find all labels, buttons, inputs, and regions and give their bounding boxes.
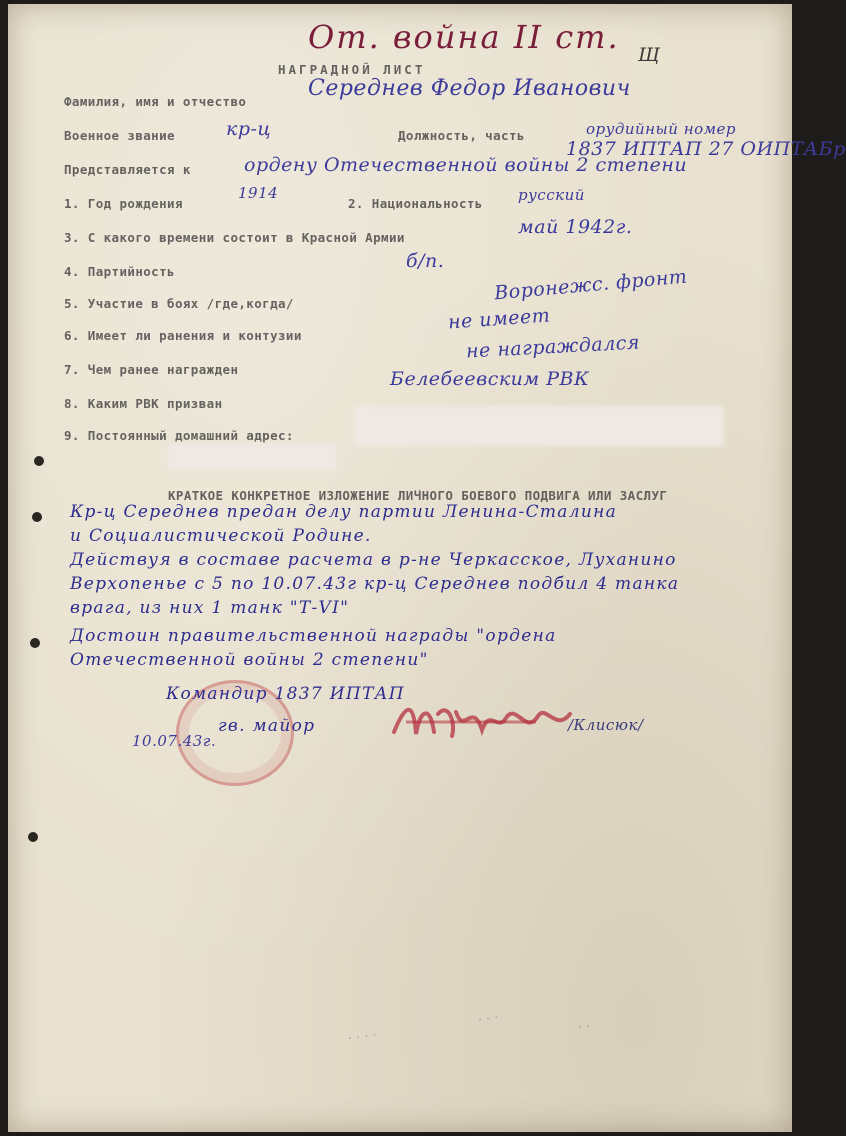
- position-label: Должность, часть: [398, 128, 525, 143]
- punch-hole: [34, 456, 44, 466]
- faint-archive-note: · · ·: [477, 1010, 500, 1029]
- faint-archive-note: · ·: [577, 1019, 592, 1036]
- feat-heading: КРАТКОЕ КОНКРЕТНОЕ ИЗЛОЖЕНИЕ ЛИЧНОГО БОЕВОГО ПОДВИГА ИЛИ ЗАСЛУГ: [168, 488, 668, 503]
- battles-label: 5. Участие в боях /где,когда/: [64, 296, 294, 311]
- feat-line: врага, из них 1 танк "Т-VI": [70, 598, 350, 618]
- feat-line: Достоин правительственной награды "ордена: [70, 626, 557, 646]
- rank-value: кр-ц: [226, 118, 272, 140]
- wounds-label: 6. Имеет ли ранения и контузии: [64, 328, 302, 343]
- feat-line: Отечественной войны 2 степени": [70, 650, 429, 670]
- prior-awards-value: не награждался: [465, 331, 641, 363]
- name-label: Фамилия, имя и отчество: [64, 94, 247, 109]
- army-since-value: май 1942г.: [518, 216, 633, 238]
- nominated-label: Представляется к: [64, 162, 191, 177]
- army-since-label: 3. С какого времени состоит в Красной Армии: [64, 230, 405, 245]
- name-value: Середнев Федор Иванович: [308, 76, 631, 101]
- drafted-by-value: Белебеевским РВК: [390, 368, 590, 390]
- party-value: б/п.: [406, 250, 445, 272]
- award-sheet: [8, 4, 846, 1132]
- position-value-2: 1837 ИПТАП 27 ОИПТАБр: [566, 138, 846, 160]
- redacted-address: [354, 406, 724, 446]
- rank-label: Военное звание: [64, 128, 175, 143]
- nominated-value: ордену Отечественной войны 2 степени: [244, 154, 688, 176]
- doc-title: НАГРАДНОЙ ЛИСТ: [278, 62, 426, 77]
- birth-year-value: 1914: [238, 184, 279, 202]
- nationality-label: 2. Национальность: [348, 196, 483, 211]
- top-mark: Щ: [638, 44, 661, 66]
- feat-line: Действуя в составе расчета в р-не Черкасское, Луханино: [70, 550, 677, 570]
- prior-awards-label: 7. Чем ранее награжден: [64, 362, 239, 377]
- commander-name: /Клисюк/: [568, 716, 644, 734]
- commander-signature: [386, 692, 586, 752]
- punch-hole: [30, 638, 40, 648]
- position-value-1: орудийный номер: [586, 120, 737, 138]
- faint-archive-note: · · · ·: [347, 1028, 378, 1047]
- feat-line: и Социалистической Родине.: [70, 526, 372, 546]
- party-label: 4. Партийность: [64, 264, 175, 279]
- wounds-value: не имеет: [447, 304, 551, 334]
- battles-value: Воронежс. фронт: [493, 265, 689, 305]
- feat-line: Кр-ц Середнев предан делу партии Ленина-Сталина: [70, 502, 618, 522]
- signature-date: 10.07.43г.: [132, 732, 217, 750]
- birth-year-label: 1. Год рождения: [64, 196, 183, 211]
- redacted-address: [168, 444, 336, 470]
- nationality-value: русский: [518, 186, 585, 204]
- punch-hole: [28, 832, 38, 842]
- address-label: 9. Постоянный домашний адрес:: [64, 428, 294, 443]
- drafted-by-label: 8. Каким РВК призван: [64, 396, 223, 411]
- feat-line: Верхопенье с 5 по 10.07.43г кр-ц Середнев подбил 4 танка: [70, 574, 680, 594]
- commander-line1: Командир 1837 ИПТАП: [166, 684, 405, 704]
- top-annotation: От. война II ст.: [308, 18, 620, 56]
- commander-line2: гв. майор: [218, 716, 316, 736]
- punch-hole: [32, 512, 42, 522]
